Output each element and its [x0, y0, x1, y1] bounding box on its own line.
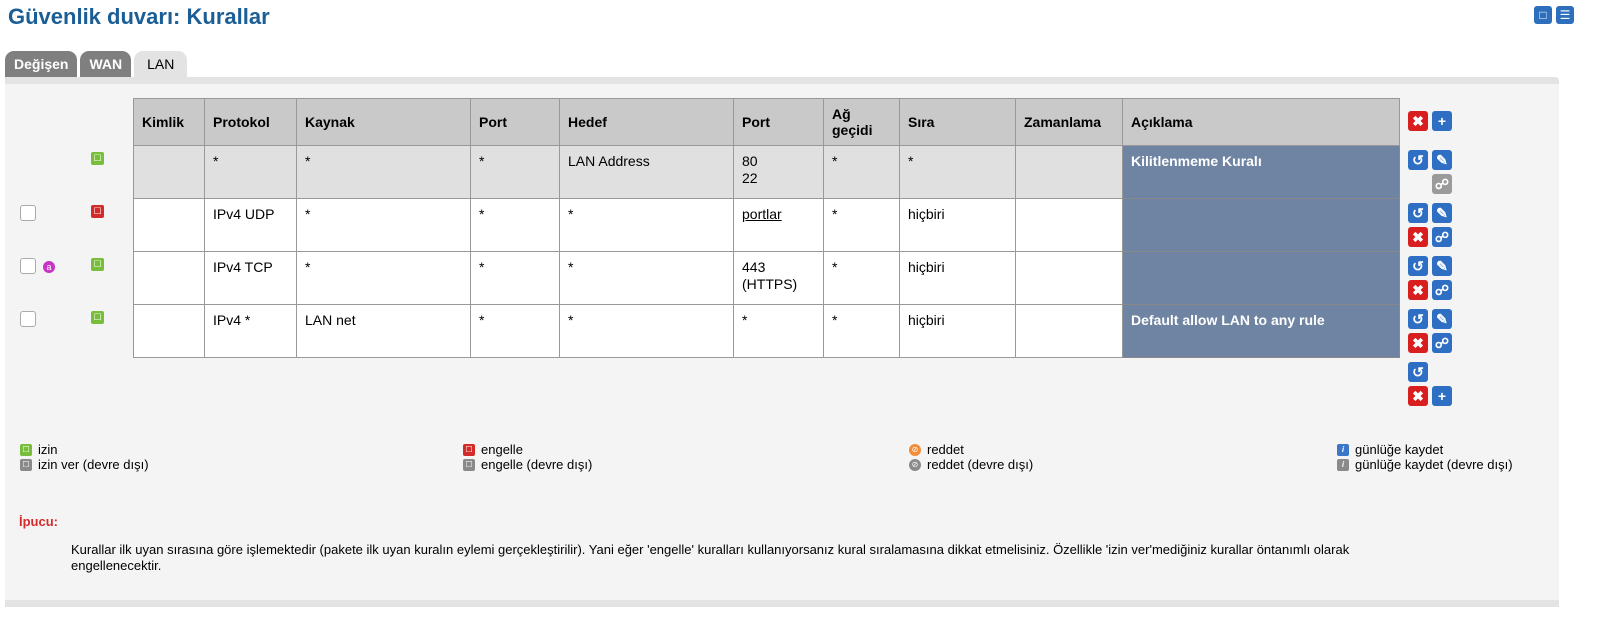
tab-degisen[interactable]: Değişen: [5, 51, 77, 77]
legend-reject: [909, 442, 964, 457]
cell-protocol: *: [205, 146, 297, 199]
ports-alias-link[interactable]: portlar: [742, 206, 782, 222]
cell-kimlik: [134, 146, 205, 199]
rule-checkbox[interactable]: [20, 258, 36, 274]
pass-disabled-icon: ☐: [20, 459, 32, 471]
cell-source: *: [297, 199, 471, 252]
legend-label: reddet (devre dışı): [927, 457, 1034, 472]
column-header: Hedef: [560, 99, 734, 146]
chat-icon[interactable]: □: [1534, 6, 1552, 24]
edit-rule-button[interactable]: ✎: [1432, 150, 1452, 170]
cell-queue: *: [900, 146, 1016, 199]
cell-destination: *: [560, 199, 734, 252]
column-header: Kaynak: [297, 99, 471, 146]
cell-kimlik: [134, 252, 205, 305]
cell-description: Kilitlenmeme Kuralı: [1123, 146, 1400, 199]
column-header: Kimlik: [134, 99, 205, 146]
legend-pass: [20, 442, 58, 457]
cell-kimlik: [134, 199, 205, 252]
legend-label: günlüğe kaydet (devre dışı): [1355, 457, 1513, 472]
add-rule-button[interactable]: +: [1432, 111, 1452, 131]
cell-schedule: [1016, 305, 1123, 358]
move-to-end-button[interactable]: ↺: [1408, 362, 1428, 382]
cell-source: *: [297, 252, 471, 305]
cell-source-port: *: [471, 146, 560, 199]
cell-source-port: *: [471, 252, 560, 305]
cell-queue: hiçbiri: [900, 305, 1016, 358]
column-header: Açıklama: [1123, 99, 1400, 146]
cell-destination-port: [734, 199, 824, 252]
hint-text: Kurallar ilk uyan sırasına göre işlemektedir (pakete ilk uyan kuralın eylemi gerçekleştirilir). Yani eğer 'engelle' kuralları kullanıyorsanız kural sıralamasına dikkat etmelisiniz. Özellikle 'izin ver'mediğiniz kurallar öntanımlı olarak engellenecektir.: [71, 542, 1350, 573]
legend-label: izin: [38, 442, 58, 457]
table-row[interactable]: [134, 305, 1400, 358]
copy-rule-button[interactable]: ☍: [1432, 227, 1452, 247]
rule-checkbox[interactable]: [20, 311, 36, 327]
cell-gateway: *: [824, 146, 900, 199]
cell-kimlik: [134, 305, 205, 358]
table-row[interactable]: [134, 146, 1400, 199]
log-disabled-icon: i: [1337, 459, 1349, 471]
move-rule-button[interactable]: ↺: [1408, 309, 1428, 329]
legend-label: engelle: [481, 442, 523, 457]
tab-lan[interactable]: LAN: [134, 51, 187, 77]
block-icon: ☐: [463, 444, 475, 456]
rule-checkbox[interactable]: [20, 205, 36, 221]
cell-description: Default allow LAN to any rule: [1123, 305, 1400, 358]
block-lock-icon[interactable]: ☐: [91, 205, 104, 218]
legend-label: reddet: [927, 442, 964, 457]
legend-block: [463, 442, 523, 457]
advanced-options-icon: a: [43, 261, 55, 273]
pass-lock-icon[interactable]: ☐: [91, 258, 104, 271]
cell-source: LAN net: [297, 305, 471, 358]
edit-rule-button[interactable]: ✎: [1432, 309, 1452, 329]
pass-lock-icon[interactable]: ☐: [91, 311, 104, 324]
tab-wan[interactable]: WAN: [80, 51, 131, 77]
cell-schedule: [1016, 146, 1123, 199]
delete-selected-button[interactable]: ✖: [1408, 111, 1428, 131]
cell-destination-port: 80 22: [734, 146, 824, 199]
column-header: Sıra: [900, 99, 1016, 146]
delete-rule-button[interactable]: ✖: [1408, 227, 1428, 247]
move-rule-button[interactable]: ↺: [1408, 203, 1428, 223]
column-header: Ağ geçidi: [824, 99, 900, 146]
cell-schedule: [1016, 252, 1123, 305]
copy-rule-button[interactable]: ☍: [1432, 333, 1452, 353]
cell-description: [1123, 252, 1400, 305]
cell-destination: LAN Address: [560, 146, 734, 199]
page-title: Güvenlik duvarı: Kurallar: [8, 4, 270, 29]
delete-rule-button[interactable]: ✖: [1408, 333, 1428, 353]
cell-destination: *: [560, 252, 734, 305]
cell-gateway: *: [824, 199, 900, 252]
block-disabled-icon: ☐: [463, 459, 475, 471]
cell-source-port: *: [471, 199, 560, 252]
cell-gateway: *: [824, 305, 900, 358]
table-row[interactable]: [134, 199, 1400, 252]
add-rule-button[interactable]: +: [1432, 386, 1452, 406]
cell-protocol: IPv4 UDP: [205, 199, 297, 252]
copy-rule-button[interactable]: ☍: [1432, 174, 1452, 194]
edit-rule-button[interactable]: ✎: [1432, 256, 1452, 276]
cell-schedule: [1016, 199, 1123, 252]
legend-label: engelle (devre dışı): [481, 457, 593, 472]
legend-log: [1337, 442, 1443, 457]
table-header-row: [134, 99, 1400, 146]
table-row[interactable]: [134, 252, 1400, 305]
rules-table: [133, 98, 1400, 358]
reject-disabled-icon: ⊘: [909, 459, 921, 471]
legend-block-disabled: [463, 457, 592, 472]
delete-selected-button[interactable]: ✖: [1408, 386, 1428, 406]
column-header: Port: [471, 99, 560, 146]
cell-source: *: [297, 146, 471, 199]
log-icon: i: [1337, 444, 1349, 456]
move-rule-button[interactable]: ↺: [1408, 256, 1428, 276]
edit-rule-button[interactable]: ✎: [1432, 203, 1452, 223]
cell-queue: hiçbiri: [900, 199, 1016, 252]
pass-icon: ☐: [20, 444, 32, 456]
column-header: Zamanlama: [1016, 99, 1123, 146]
column-header: Protokol: [205, 99, 297, 146]
cell-destination-port: 443 (HTTPS): [734, 252, 824, 305]
cell-destination: *: [560, 305, 734, 358]
list-icon[interactable]: ☰: [1556, 6, 1574, 24]
reject-icon: ⊘: [909, 444, 921, 456]
legend-pass-disabled: [20, 457, 149, 472]
pass-lock-icon[interactable]: ☐: [91, 152, 104, 165]
legend-reject-disabled: [909, 457, 1033, 472]
cell-source-port: *: [471, 305, 560, 358]
cell-protocol: IPv4 TCP: [205, 252, 297, 305]
legend-log-disabled: [1337, 457, 1513, 472]
tab-bar: [5, 51, 187, 77]
legend-label: izin ver (devre dışı): [38, 457, 149, 472]
delete-rule-button[interactable]: ✖: [1408, 280, 1428, 300]
cell-destination-port: *: [734, 305, 824, 358]
column-header: Port: [734, 99, 824, 146]
legend-label: günlüğe kaydet: [1355, 442, 1444, 457]
cell-gateway: *: [824, 252, 900, 305]
move-rule-button[interactable]: ↺: [1408, 150, 1428, 170]
cell-protocol: IPv4 *: [205, 305, 297, 358]
cell-description: [1123, 199, 1400, 252]
hint-label: İpucu:: [19, 514, 58, 529]
top-icons: [1534, 6, 1574, 24]
cell-queue: hiçbiri: [900, 252, 1016, 305]
copy-rule-button[interactable]: ☍: [1432, 280, 1452, 300]
